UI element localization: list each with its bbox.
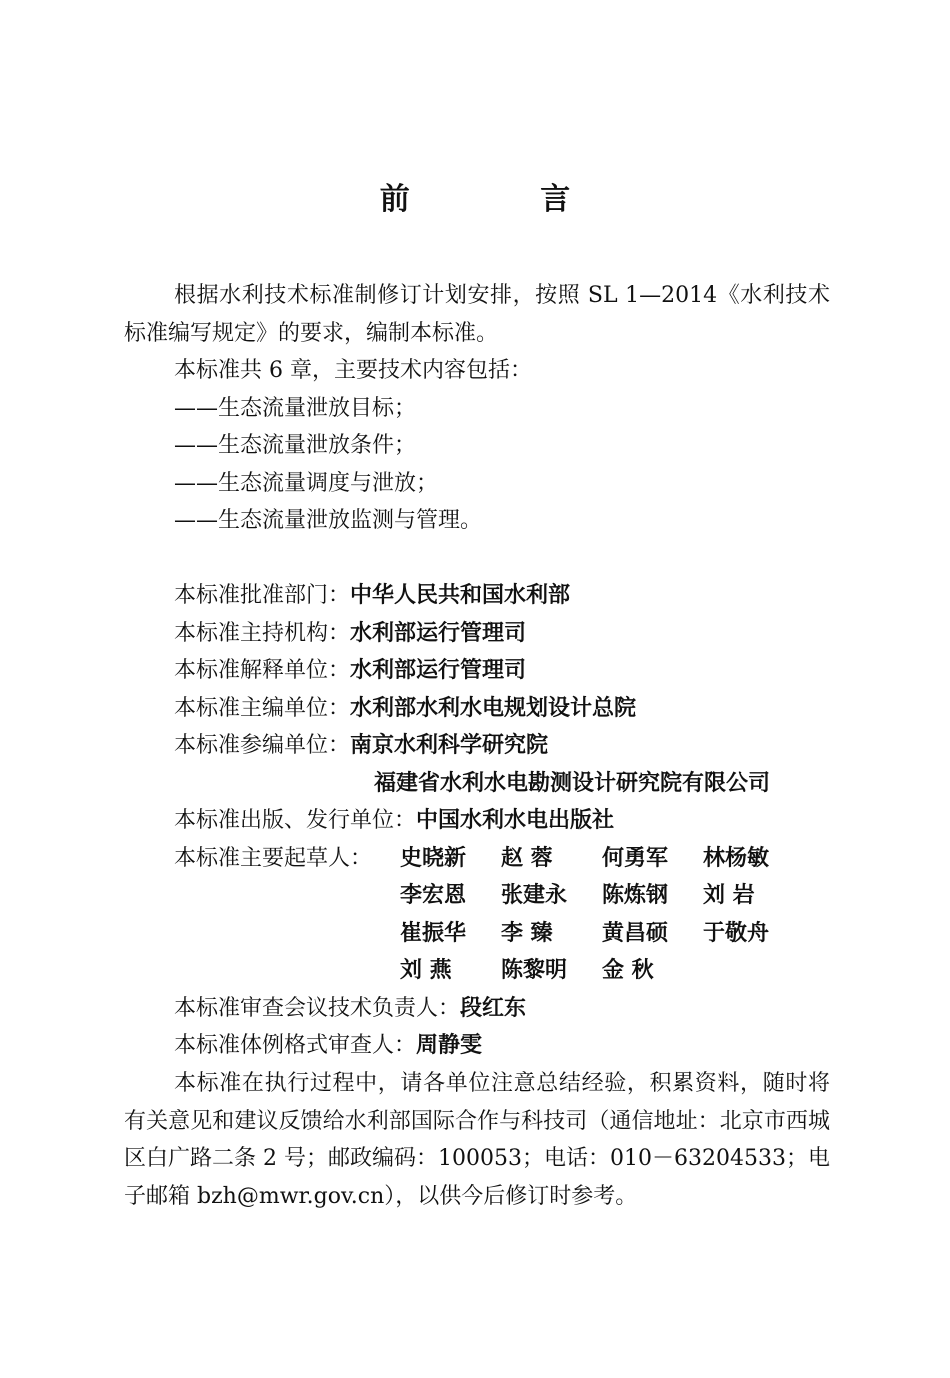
participate-unit-value: 福建省水利水电勘测设计研究院有限公司 bbox=[374, 771, 771, 796]
publish-unit-value: 中国水利水电出版社 bbox=[416, 808, 615, 833]
drafter-name: 陈黎明 bbox=[501, 958, 568, 983]
format-reviewer-label: 本标准体例格式审查人： bbox=[174, 1033, 417, 1058]
approve-dept-label: 本标准批准部门： bbox=[174, 583, 351, 608]
format-reviewer-value: 周静雯 bbox=[416, 1033, 483, 1058]
drafters-row bbox=[400, 952, 703, 990]
approve-dept-value: 中华人民共和国水利部 bbox=[350, 583, 571, 608]
drafters-row bbox=[400, 877, 804, 915]
list-item: ——生态流量泄放目标； bbox=[174, 396, 417, 421]
participate-unit-row bbox=[174, 727, 548, 765]
drafter-name: 赵 蓉 bbox=[501, 846, 553, 871]
drafter-name: 刘 燕 bbox=[400, 958, 452, 983]
chief-unit-row bbox=[174, 690, 636, 728]
participate-unit-label: 本标准参编单位： bbox=[174, 733, 351, 758]
host-org-label: 本标准主持机构： bbox=[174, 621, 351, 646]
drafter-name: 崔振华 bbox=[400, 921, 467, 946]
drafter-name: 于敬舟 bbox=[703, 921, 770, 946]
chief-unit-value: 水利部水利水电规划设计总院 bbox=[350, 696, 637, 721]
drafter-name: 黄昌硕 bbox=[602, 921, 669, 946]
list-item: ——生态流量调度与泄放； bbox=[174, 471, 439, 496]
drafter-name: 李 臻 bbox=[501, 921, 553, 946]
drafter-name: 刘 岩 bbox=[703, 883, 755, 908]
explain-unit-label: 本标准解释单位： bbox=[174, 658, 351, 683]
tech-reviewer-label: 本标准审查会议技术负责人： bbox=[174, 996, 461, 1021]
drafter-name: 金 秋 bbox=[602, 958, 654, 983]
chief-unit-label: 本标准主编单位： bbox=[174, 696, 351, 721]
drafter-name: 史晓新 bbox=[400, 846, 467, 871]
chapter-summary: 本标准共 6 章，主要技术内容包括： bbox=[174, 358, 532, 383]
host-org-row bbox=[174, 615, 526, 653]
closing-paragraph: 本标准在执行过程中，请各单位注意总结经验，积累资料，随时将有关意见和建议反馈给水利部国际合作与科技司（通信地址：北京市西城区白广路二条 2 号；邮政编码：100053；电话：010－63204533；电子邮箱 bzh@mwr.gov.cn），以供今后修订时参考。 bbox=[124, 1071, 830, 1209]
explain-unit-value: 水利部运行管理司 bbox=[350, 658, 527, 683]
drafters-row bbox=[400, 840, 804, 878]
approve-dept-row bbox=[174, 577, 570, 615]
drafter-name: 陈炼钢 bbox=[602, 883, 669, 908]
host-org-value: 水利部运行管理司 bbox=[350, 621, 527, 646]
list-item: ——生态流量泄放监测与管理。 bbox=[174, 508, 483, 533]
drafter-name: 林杨敏 bbox=[703, 846, 770, 871]
publish-unit-label: 本标准出版、发行单位： bbox=[174, 808, 417, 833]
drafters-label: 本标准主要起草人： bbox=[174, 846, 373, 871]
format-reviewer-row bbox=[174, 1027, 482, 1065]
intro-paragraph: 根据水利技术标准制修订计划安排，按照 SL 1—2014《水利技术标准编写规定》的要求，编制本标准。 bbox=[124, 283, 830, 346]
tech-reviewer-value: 段红东 bbox=[460, 996, 527, 1021]
drafter-name: 张建永 bbox=[501, 883, 568, 908]
publish-unit-row bbox=[174, 802, 614, 840]
drafter-name: 何勇军 bbox=[602, 846, 669, 871]
participate-unit-value: 南京水利科学研究院 bbox=[350, 733, 549, 758]
tech-reviewer-row bbox=[174, 990, 526, 1028]
explain-unit-row bbox=[174, 652, 526, 690]
drafter-name: 李宏恩 bbox=[400, 883, 467, 908]
list-item: ——生态流量泄放条件； bbox=[174, 433, 417, 458]
page-title: 前 言 bbox=[379, 182, 631, 217]
drafters-row bbox=[400, 915, 804, 953]
